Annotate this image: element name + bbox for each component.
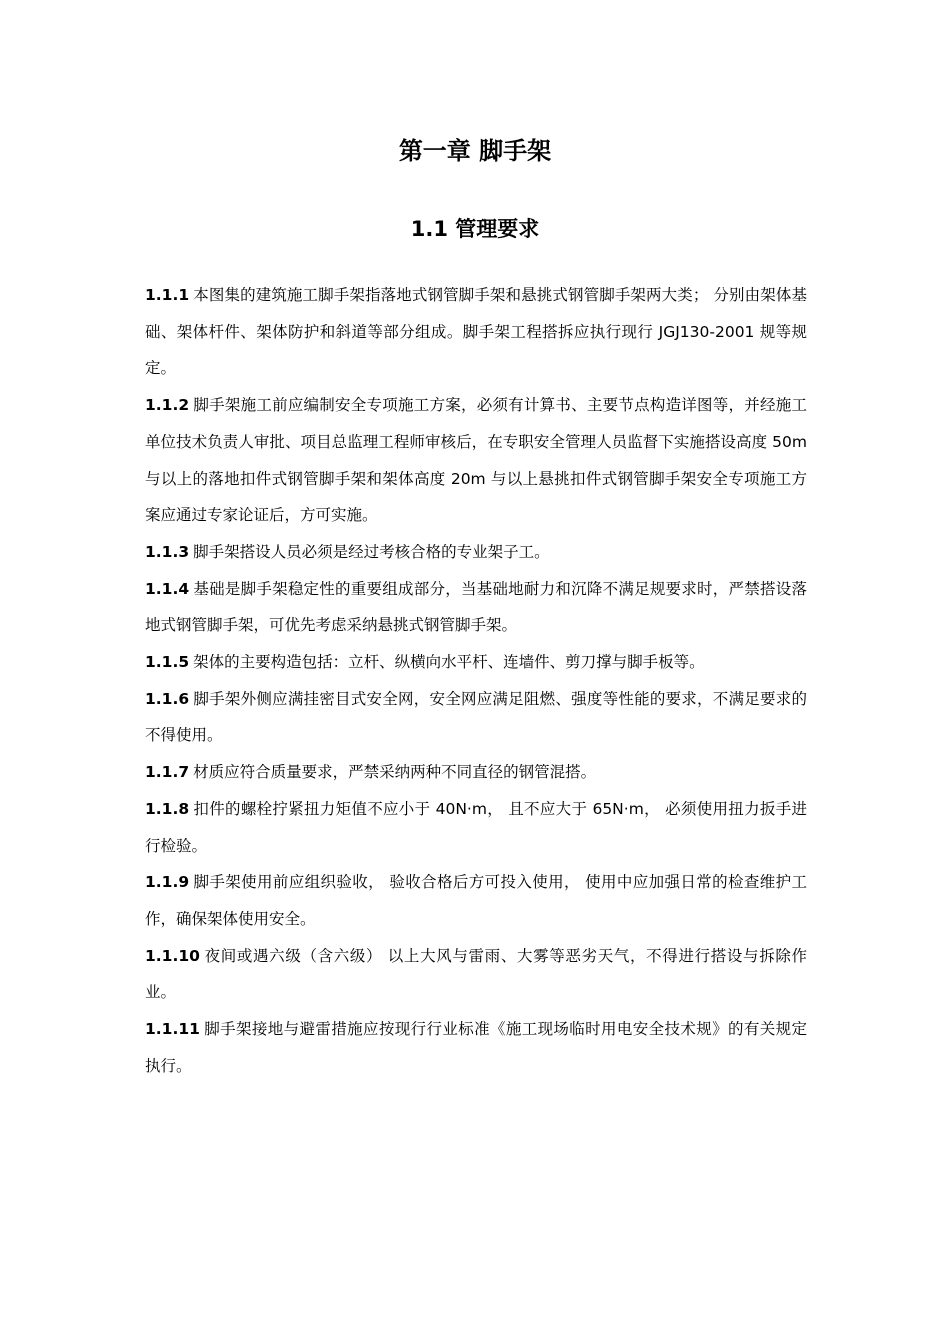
paragraph-text: 架体的主要构造包括：立杆、纵横向水平杆、连墙件、剪刀撑与脚手板等。 [193, 653, 705, 672]
paragraph-1-1-5 [145, 644, 807, 681]
paragraph-1-1-2 [145, 387, 807, 534]
paragraph-text: 脚手架外侧应满挂密目式安全网，安全网应满足阻燃、强度等性能的要求，不满足要求的不得使用。 [145, 689, 807, 745]
paragraph-1-1-4 [145, 571, 807, 644]
paragraph-text: 脚手架接地与避雷措施应按现行行业标准《施工现场临时用电安全技术规》的有关规定执行。 [145, 1020, 807, 1075]
paragraph-number: 1.1.7 [145, 763, 190, 782]
chapter-title: 第一章 脚手架 [398, 137, 552, 165]
paragraph-text: 本图集的建筑施工脚手架指落地式钢管脚手架和悬挑式钢管脚手架两大类； 分别由架体基础、架体杆件、架体防护和斜道等部分组成。脚手架工程搭拆应执行现行 JGJ130-2001 规等规定。 [145, 286, 807, 378]
paragraph-1-1-6 [145, 681, 807, 754]
paragraph-1-1-11 [145, 1011, 807, 1084]
body-text [145, 277, 807, 1084]
paragraph-number: 1.1.6 [145, 689, 190, 708]
paragraph-number: 1.1.3 [145, 542, 190, 561]
paragraph-1-1-1 [145, 277, 807, 387]
paragraph-number: 1.1.2 [145, 396, 190, 415]
section-title: 1.1 管理要求 [410, 217, 540, 241]
paragraph-text: 基础是脚手架稳定性的重要组成部分，当基础地耐力和沉降不满足规要求时，严禁搭设落地式钢管脚手架，可优先考虑采纳悬挑式钢管脚手架。 [145, 579, 807, 635]
paragraph-number: 1.1.11 [145, 1020, 200, 1039]
paragraph-text: 夜间或遇六级（含六级） 以上大风与雷雨、大雾等恶劣天气，不得进行搭设与拆除作业。 [145, 946, 807, 1002]
paragraph-text: 扣件的螺栓拧紧扭力矩值不应小于 40N·m， 且不应大于 65N·m， 必须使用扭力扳手进行检验。 [145, 799, 807, 855]
paragraph-number: 1.1.5 [145, 653, 190, 672]
paragraph-text: 脚手架搭设人员必须是经过考核合格的专业架子工。 [193, 542, 550, 561]
paragraph-number: 1.1.4 [145, 579, 190, 598]
paragraph-1-1-7 [145, 754, 807, 791]
paragraph-number: 1.1.9 [145, 873, 190, 892]
paragraph-1-1-9 [145, 864, 807, 937]
paragraph-text: 脚手架使用前应组织验收， 验收合格后方可投入使用， 使用中应加强日常的检查维护工作，确保架体使用安全。 [145, 873, 807, 928]
paragraph-number: 1.1.10 [145, 946, 200, 965]
paragraph-number: 1.1.8 [145, 799, 190, 818]
paragraph-text: 脚手架施工前应编制安全专项施工方案，必须有计算书、主要节点构造详图等，并经施工单位技术负责人审批、项目总监理工程师审核后，在专职安全管理人员监督下实施搭设高度 50m 与以上的落地扣件式钢管脚手架和架体高度 20m 与以上悬挑扣件式钢管脚手架安全专项施工方案应通过专家论证后，方可实施。 [145, 396, 807, 525]
paragraph-number: 1.1.1 [145, 286, 190, 304]
paragraph-1-1-10 [145, 938, 807, 1011]
paragraph-1-1-8 [145, 791, 807, 864]
paragraph-text: 材质应符合质量要求，严禁采纳两种不同直径的钢管混搭。 [193, 763, 597, 782]
paragraph-1-1-3 [145, 534, 807, 571]
